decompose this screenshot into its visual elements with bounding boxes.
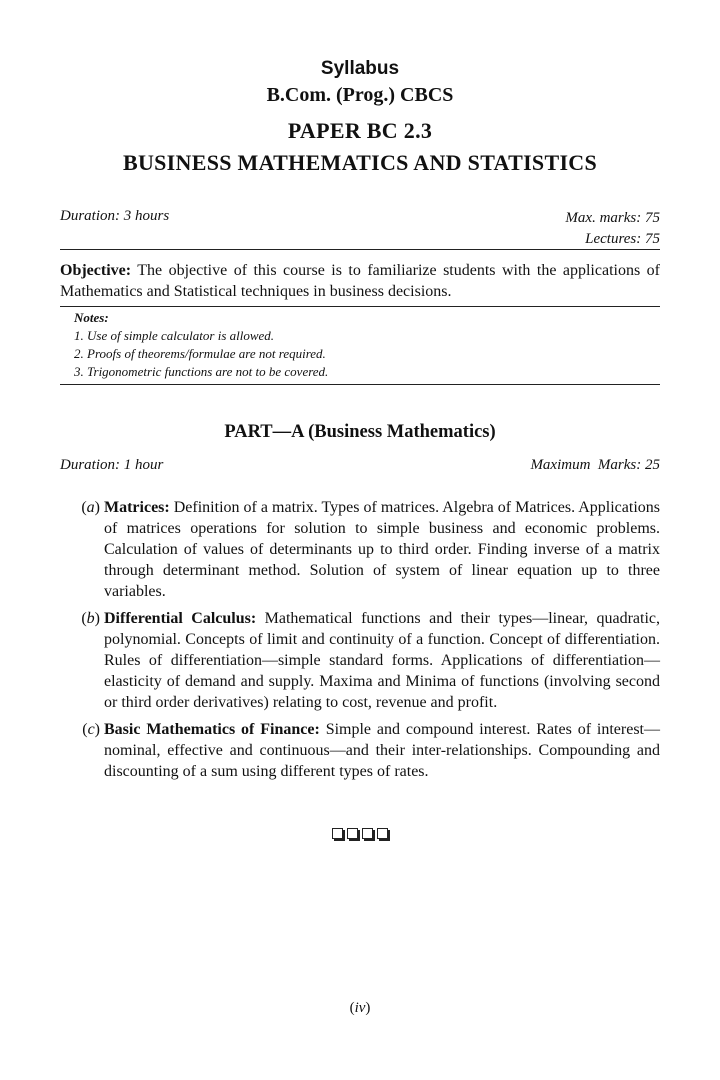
course-duration: Duration: 3 hours bbox=[60, 208, 170, 224]
part-a-max-marks: Maximum Marks: 25 bbox=[530, 457, 660, 473]
objective-label: Objective: bbox=[60, 262, 132, 279]
item-heading: Differential Calculus: bbox=[104, 610, 257, 627]
topic-item-differential-calculus bbox=[60, 608, 660, 713]
item-body bbox=[104, 608, 660, 713]
part-a-meta bbox=[60, 457, 660, 474]
square-box-icon bbox=[377, 828, 388, 839]
topic-item-finance bbox=[60, 719, 660, 782]
square-box-icon bbox=[332, 828, 343, 839]
divider bbox=[60, 306, 660, 307]
topic-item-matrices bbox=[60, 497, 660, 602]
item-text: Simple and compound interest. Rates of interest—nominal, effective and continuous—and their inter-relationships. Compounding and discounting of a sum using different types of rates. bbox=[104, 721, 660, 780]
square-box-icon bbox=[362, 828, 373, 839]
item-label: (c) bbox=[82, 721, 100, 738]
part-a-duration: Duration: 1 hour bbox=[60, 457, 164, 473]
item-text: Definition of a matrix. Types of matrices. Algebra of Matrices. Applications of matrices operations for solution to simple business and economic problems. Calculation of values of determinants up to third order. Finding inverse of a matrix through determinant method. Solution of system of linear equation up to three variables. bbox=[104, 499, 660, 600]
item-label: (b) bbox=[81, 610, 100, 627]
item-heading: Basic Mathematics of Finance: bbox=[104, 721, 320, 738]
objective-text: The objective of this course is to familiarize students with the applications of Mathematics and Statistical techniques in business decisions. bbox=[60, 262, 660, 300]
divider bbox=[60, 384, 660, 385]
subject-title: BUSINESS MATHEMATICS AND STATISTICS bbox=[122, 150, 598, 175]
note-item: 1. Use of simple calculator is allowed. bbox=[74, 328, 275, 343]
item-label: (a) bbox=[81, 499, 100, 516]
notes-title: Notes: bbox=[74, 310, 109, 325]
note-item: 3. Trigonometric functions are not to be covered. bbox=[74, 364, 329, 379]
paper-code: PAPER BC 2.3 bbox=[287, 118, 433, 143]
section-end-ornament bbox=[60, 828, 660, 844]
degree-heading: B.Com. (Prog.) CBCS bbox=[266, 84, 454, 106]
course-meta bbox=[60, 208, 660, 250]
square-box-icon bbox=[347, 828, 358, 839]
objective-paragraph bbox=[60, 260, 660, 302]
syllabus-heading: Syllabus bbox=[320, 58, 400, 79]
note-item: 2. Proofs of theorems/formulae are not required. bbox=[74, 346, 326, 361]
page-number: (iv) bbox=[349, 1000, 371, 1016]
item-body bbox=[104, 497, 660, 602]
item-body bbox=[104, 719, 660, 782]
divider bbox=[60, 249, 660, 250]
part-a-topics bbox=[60, 497, 660, 788]
item-text: Mathematical functions and their types—linear, quadratic, polynomial. Concepts of limit and continuity of a function. Concept of differentiation. Rules of differentiation—simple standard forms. Applications of differentiation—elasticity of demand and supply. Maxima and Minima of functions (involving second or third order derivatives) relating to cost, revenue and profit. bbox=[104, 610, 661, 711]
course-marks-lectures bbox=[565, 208, 660, 250]
part-a-title: PART—A (Business Mathematics) bbox=[224, 422, 496, 442]
lectures: Lectures: 75 bbox=[585, 231, 660, 247]
item-heading: Matrices: bbox=[104, 499, 170, 516]
max-marks: Max. marks: 75 bbox=[565, 210, 660, 226]
notes-box bbox=[74, 309, 654, 381]
